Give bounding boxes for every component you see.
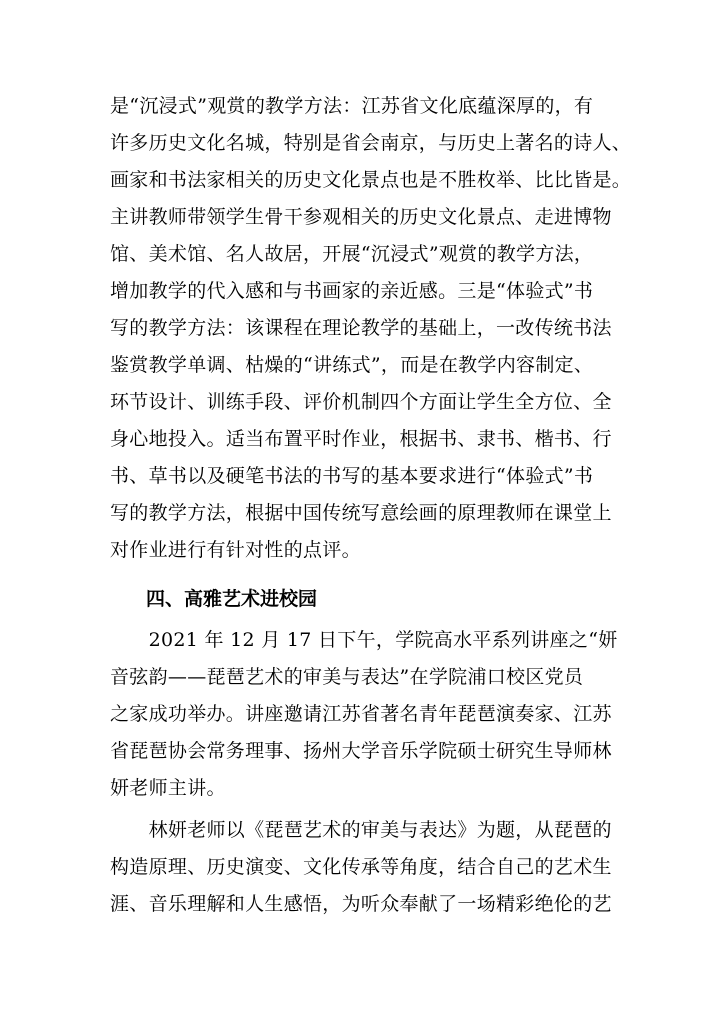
text-line: 林妍老师以《琵琶艺术的审美与表达》为题，从琵琶的 [110,819,612,841]
text-line: 主讲教师带领学生骨干参观相关的历史文化景点、走进博物 [110,206,612,228]
text-line: 是“沉浸式”观赏的教学方法：江苏省文化底蕴深厚的，有 [110,95,594,117]
text-line: 构造原理、历史演变、文化传承等角度，结合自己的艺术生 [110,856,612,878]
text-line: 写的教学方法：该课程在理论教学的基础上，一改传统书法 [110,317,612,339]
text-line: 省琵琶协会常务理事、扬州大学音乐学院硕士研究生导师林 [110,740,612,762]
text-line: 增加教学的代入感和与书画家的亲近感。三是“体验式”书 [110,280,594,302]
text-line: 身心地投入。适当布置平时作业，根据书、隶书、楷书、行 [110,428,612,450]
text-line: 画家和书法家相关的历史文化景点也是不胜枚举、比比皆是。 [110,169,632,191]
text-line: 对作业进行有针对性的点评。 [110,539,361,561]
text-line: 妍老师主讲。 [110,777,226,799]
text-line: 2021 年 12 月 17 日下午，学院高水平系列讲座之“妍 [110,629,618,651]
text-line: 馆、美术馆、名人故居，开展“沉浸式”观赏的教学方法， [110,243,594,265]
text-line: 书、草书以及硬笔书法的书写的基本要求进行“体验式”书 [110,465,594,487]
text-line: 音弦韵——琵琶艺术的审美与表达”在学院浦口校区党员 [110,666,584,688]
text-line: 之家成功举办。讲座邀请江苏省著名青年琵琶演奏家、江苏 [110,703,612,725]
text-line: 环节设计、训练手段、评价机制四个方面让学生全方位、全 [110,391,612,413]
text-line: 许多历史文化名城，特别是省会南京，与历史上著名的诗人、 [110,132,632,154]
text-line: 鉴赏教学单调、枯燥的“讲练式”，而是在教学内容制定、 [110,354,594,376]
text-line: 涯、音乐理解和人生感悟，为听众奉献了一场精彩绝伦的艺 [110,893,612,915]
section-heading: 四、高雅艺术进校园 [146,588,318,610]
text-line: 写的教学方法，根据中国传统写意绘画的原理教师在课堂上 [110,502,612,524]
